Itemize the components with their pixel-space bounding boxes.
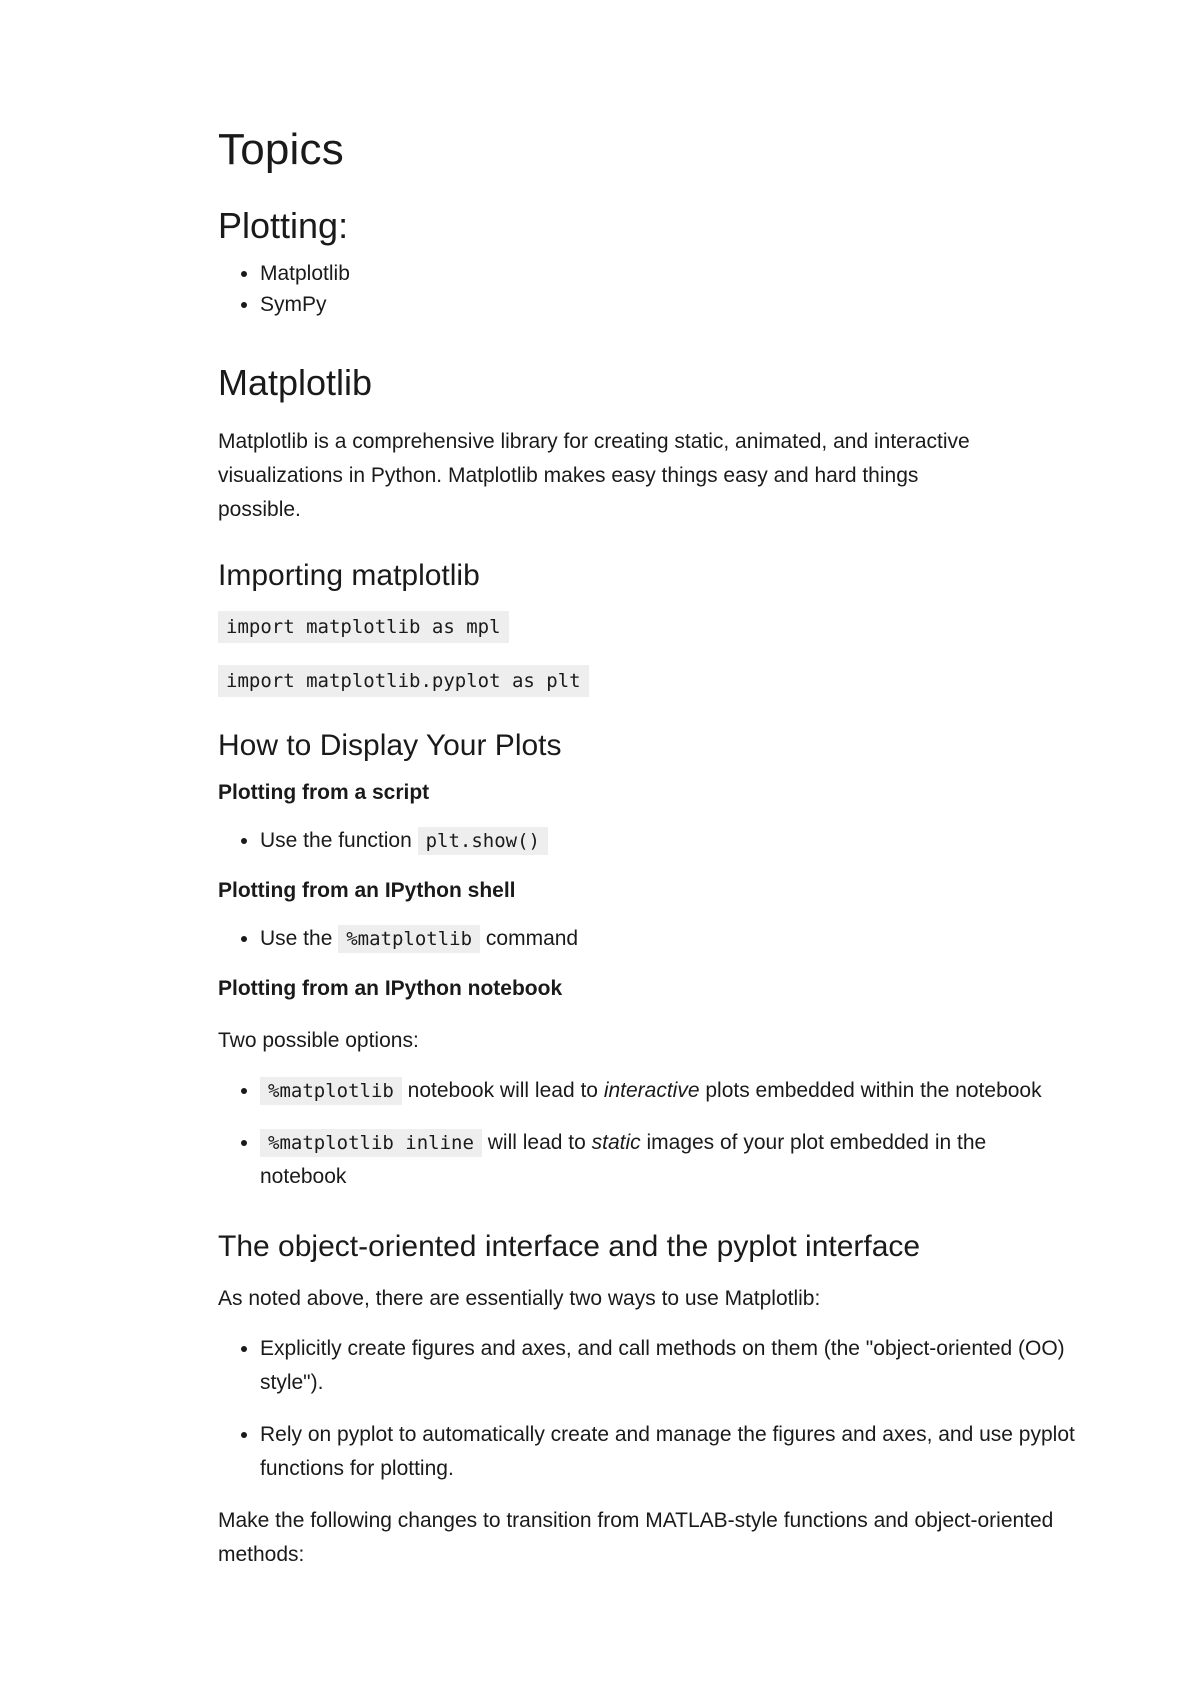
code-import-mpl: import matplotlib as mpl <box>218 611 509 643</box>
code-plt-show: plt.show() <box>418 827 548 855</box>
list-item <box>260 1126 1020 1194</box>
code-matplotlib-notebook: %matplotlib <box>260 1077 402 1105</box>
list-item-text: will lead to <box>481 1131 592 1154</box>
list-item: • Matplotlib <box>260 258 1090 289</box>
code-matplotlib-magic: %matplotlib <box>338 925 480 953</box>
list-item-text: images of your plot embedded in the notebook <box>260 1131 987 1188</box>
notebook-label: Plotting from an IPython notebook <box>218 977 563 1000</box>
code-line-2-wrapper <box>218 665 1090 697</box>
emphasis-text: static <box>591 1131 641 1154</box>
list-item <box>260 824 1090 858</box>
list-item <box>260 1074 1090 1108</box>
interfaces-intro: As noted above, there are essentially two ways to use Matplotlib: <box>218 1286 821 1310</box>
plotting-list <box>218 258 1090 320</box>
list-item: • SymPy <box>260 289 1090 320</box>
emphasis-text: interactive <box>603 1079 700 1102</box>
interfaces-heading: The object-oriented interface and the pyplot interface <box>218 1230 921 1263</box>
ipython-label: Plotting from an IPython shell <box>218 879 516 902</box>
matplotlib-intro: Matplotlib is a comprehensive library for creating static, animated, and interactive visualizations in Python. Matplotlib makes easy things easy and hard things possible. <box>218 430 970 521</box>
script-label: Plotting from a script <box>218 781 430 804</box>
notebook-intro: Two possible options: <box>218 1029 419 1052</box>
list-item <box>260 922 1090 956</box>
importing-heading: Importing matplotlib <box>218 559 480 592</box>
code-import-plt: import matplotlib.pyplot as plt <box>218 665 589 697</box>
code-line-1-wrapper <box>218 611 1090 643</box>
interfaces-list <box>218 1332 1120 1486</box>
list-item: • Rely on pyplot to automatically create and manage the figures and axes, and use pyplot functions for plotting. <box>260 1418 1120 1486</box>
page-title: Topics <box>218 125 344 174</box>
code-matplotlib-inline: %matplotlib inline <box>260 1129 482 1157</box>
list-item-text: Use the function <box>260 829 418 852</box>
list-item: • Explicitly create figures and axes, and call methods on them (the "object-oriented (OO) style"). <box>260 1332 1120 1400</box>
matplotlib-heading: Matplotlib <box>218 362 373 403</box>
list-item-text: plots embedded within the notebook <box>699 1079 1042 1102</box>
notebook-options-list <box>218 1074 1090 1194</box>
ipython-list <box>218 922 1090 956</box>
interfaces-outro: Make the following changes to transition from MATLAB-style functions and object-oriented methods: <box>218 1508 1054 1566</box>
list-item-text: command <box>480 927 579 950</box>
plotting-heading: Plotting: <box>218 205 349 246</box>
list-item-text: Use the <box>260 927 339 950</box>
script-list <box>218 824 1090 858</box>
list-item-text: notebook will lead to <box>401 1079 604 1102</box>
display-heading: How to Display Your Plots <box>218 728 562 762</box>
